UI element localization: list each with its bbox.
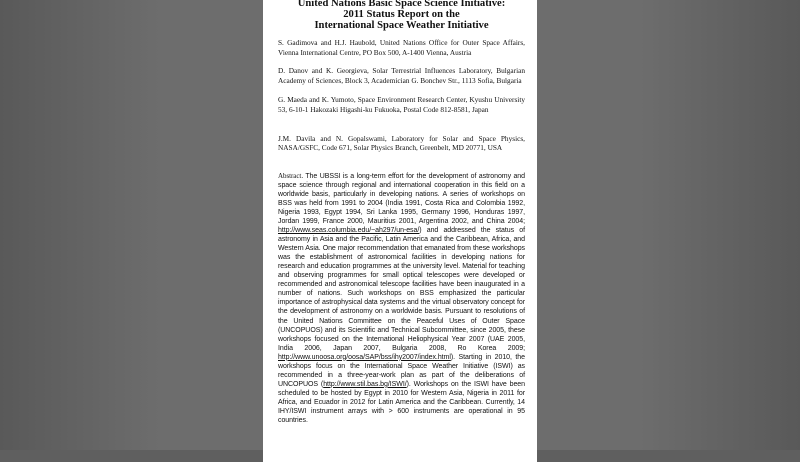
link-columbia[interactable]: http://www.seas.columbia.edu/~ah297/un-esa/: [278, 227, 420, 235]
link-iswi[interactable]: http://www.stil.bas.bg/ISWI/: [323, 380, 407, 388]
abstract-text-1: The UBSSI is a long-term effort for the development of astronomy and space science through regional and international cooperation in this field on a worldwide basis, particularly in developing nations. A series of workshops on BSS was held from 1991 to 2004 (India 1991, Costa Rica and Colombia 1992, Nigeria 1993, Egypt 1994, Sri Lanka 1995, Germany 1996, Honduras 1997, Jordan 1999, France 2000, Mauritius 2001, Argentina 2002, and China 2004;: [278, 172, 525, 225]
title-line-2: 2011 Status Report on the: [343, 9, 460, 20]
abstract-text-2: ) and addressed the status of astronomy in Asia and the Pacific, Latin America and the Caribbean, Africa, and Western Asia. One major recommendation that emanated from these workshops was the establishment of astronomical facilities in developing nations for research and education programmes at the university level. Material for teaching and observing programmes for small optical telescopes were developed or recommended and astronomical telescope facilities have been inaugurated in a number of nations. Such workshops on BSS emphasized the particular importance of astrophysical data systems and the virtual observatory concept for the development of astronomy on a worldwide basis. Pursuant to resolutions of the United Nations Committee on the Peaceful Uses of Outer Space (UNCOPUOS) and its Scientific and Technical Subcommittee, since 2005, these workshops focused on the International Heliophysical Year 2007 (UAE 2005, India 2006, Japan 2007, Bulgaria 2008, Ro Korea 2009;: [278, 227, 525, 352]
title-line-1: United Nations Basic Space Science Initiative:: [297, 0, 506, 9]
affiliation-3: G. Maeda and K. Yumoto, Space Environment Research Center, Kyushu University 53, 6-10-1 Hakozaki Higashi-ku Fukuoka, Postal Code 812-8581, Japan: [278, 95, 525, 114]
abstract-text-3: ). Starting in 2010, the workshops focus on the International Space Weather Initiative (ISWI) as recommended in a three-year-work plan as part of the deliberations of UNCOPUOS (: [278, 353, 525, 388]
abstract-label: Abstract.: [278, 171, 304, 180]
affiliation-4: J.M. Davila and N. Gopalswami, Laboratory for Solar and Space Physics, NASA/GSFC, Code 671, Solar Physics Branch, Greenbelt, MD 20771, USA: [278, 133, 525, 153]
paper-title: [278, 0, 525, 31]
affiliation-1: S. Gadimova and H.J. Haubold, United Nations Office for Outer Space Affairs, Vienna International Centre, PO Box 500, A-1400 Vienna, Austria: [278, 38, 525, 57]
document-page: [263, 0, 537, 462]
affiliation-2: D. Danov and K. Georgieva, Solar Terrestrial Influences Laboratory, Bulgarian Academy of Sciences, Block 3, Academician G. Bonchev Str., 1113 Sofia, Bulgaria: [278, 66, 525, 85]
abstract: [278, 172, 525, 425]
link-unoosa[interactable]: http://www.unoosa.org/oosa/SAP/bss/ihy2007/index.html: [278, 353, 451, 361]
title-line-3: International Space Weather Initiative: [314, 20, 489, 31]
abstract-text-4: ). Workshops on the ISWI have been scheduled to be hosted by Egypt in 2010 for Western Asia, Nigeria in 2011 for Africa, and Ecuador in 2012 for Latin America and the Caribbean. Currently, 14 IHY/ISWI instrument arrays with > 600 instruments are operational in 95 countries.: [278, 380, 525, 425]
